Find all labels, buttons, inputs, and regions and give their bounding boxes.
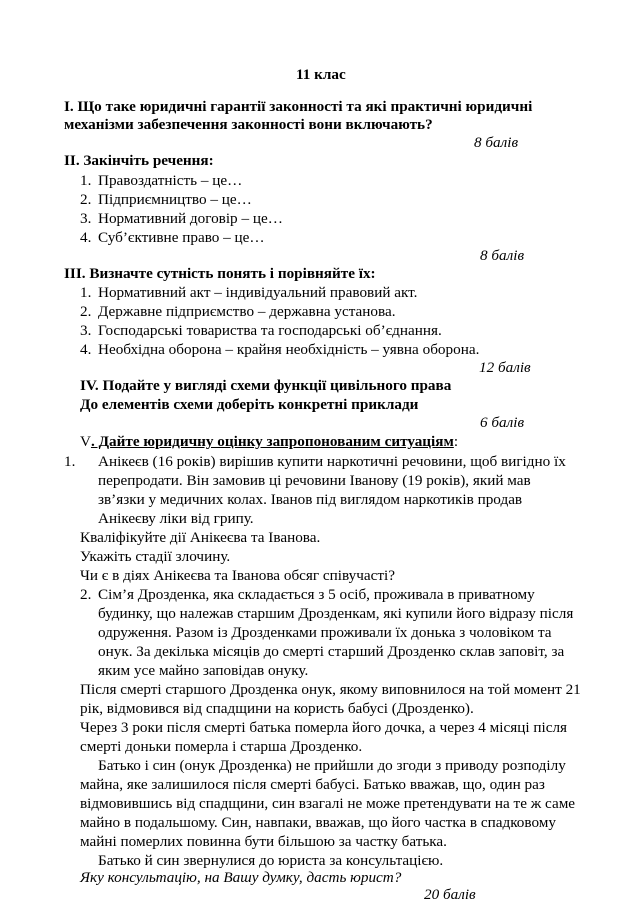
list-item: Нормативний акт – індивідуальний правовий акт. [98,284,418,301]
case-2-paragraph-line: Батько й син звернулися до юриста за консультацією. [98,852,444,869]
section-5-heading-main: . Дайте юридичну оцінку запропонованим ситуаціям [90,433,454,450]
section-5-heading-colon: : [453,433,459,450]
list-item-number: 1. [80,172,92,189]
case-2-question: Яку консультацію, на Вашу думку, дасть юрист? [80,869,402,886]
case-2-number: 2. [80,586,92,603]
case-2-paragraph-line: рік, відмовився від спадщини на користь бабусі (Дрозденко). [80,700,474,717]
case-1-question: Кваліфікуйте дії Анікеєва та Іванова. [80,529,321,546]
case-2-text-line: одруження. Разом із Дрозденками проживали їх донька з чоловіком та [98,624,552,641]
case-2-paragraph-line: майно в подальшому. Син, навпаки, вважав, що його частка в спадковому [80,814,556,831]
section-3-heading: III. Визначте сутність понять і порівняйте їх: [64,265,376,282]
case-2-paragraph-line: майні померлих повинна бути більшою за частку батька. [80,833,447,850]
section-5-points: 20 балів [424,886,476,903]
list-item: Суб’єктивне право – це… [98,229,265,246]
list-item: Підприємництво – це… [98,191,252,208]
case-2-text-line: будинку, що належав старшим Дрозденкам, які купили його відразу після [98,605,574,622]
case-2-paragraph-line: смерті доньки померла і старша Дрозденко. [80,738,363,755]
section-1-heading-line-1: I. Що таке юридичні гарантії законності та які практичні юридичні [64,98,533,115]
list-item-number: 2. [80,191,92,208]
section-2-heading: II. Закінчіть речення: [64,152,214,169]
list-item: Державне підприємство – державна установа. [98,303,396,320]
case-1-text-line: перепродати. Він замовив ці речовини Іванову (19 років), який мав [98,472,531,489]
case-1-text-line: Анікеєв (16 років) вирішив купити наркотичні речовини, щоб вигідно їх [98,453,566,470]
section-4-heading-line-2: До елементів схеми доберіть конкретні приклади [80,396,419,413]
section-2-points: 8 балів [480,247,525,264]
section-1-points: 8 балів [474,134,519,151]
list-item-number: 3. [80,322,92,339]
page-title: 11 клас [296,66,346,83]
case-2-text-line: Сім’я Дрозденка, яка складається з 5 осіб, проживала в приватному [98,586,535,603]
case-2-paragraph-line: Після смерті старшого Дрозденка онук, якому виповнилося на той момент 21 [80,681,581,698]
case-1-question: Укажіть стадії злочину. [80,548,231,565]
list-item-number: 4. [80,229,92,246]
list-item: Господарські товариства та господарські об’єднання. [98,322,442,339]
section-4-heading-line-1: IV. Подайте у вигляді схеми функції цивільного права [80,377,452,394]
section-3-points: 12 балів [479,359,531,376]
case-1-text-line: зв’язки у медичних колах. Іванов під виглядом наркотиків продав [98,491,523,508]
list-item-number: 1. [80,284,92,301]
list-item-number: 3. [80,210,92,227]
case-2-paragraph-line: майна, яке залишилося після смерті бабусі. Батько вважав, що, один раз [80,776,545,793]
case-2-paragraph-line: Через 3 роки після смерті батька померла його дочка, а через 4 місяці після [80,719,568,736]
list-item: Правоздатність – це… [98,172,243,189]
case-2-paragraph-line: відмовившись від спадщини, син взагалі не може претендувати на те ж саме [80,795,576,812]
list-item: Нормативний договір – це… [98,210,283,227]
case-2-text-line: онук. За декілька місяців до смерті старший Дрозденко склав заповіт, за [98,643,565,660]
section-5-heading-prefix: V [80,433,91,450]
section-4-points: 6 балів [480,414,525,431]
case-1-text-line: Анікеєву ліки від грипу. [98,510,254,527]
section-1-heading-line-2: механізми забезпечення законності вони включають? [64,116,433,133]
list-item: Необхідна оборона – крайня необхідність – уявна оборона. [98,341,480,358]
list-item-number: 4. [80,341,92,358]
case-2-text-line: яким усе майно заповідав онуку. [98,662,309,679]
case-1-number: 1. [64,453,76,470]
section-5-heading [80,433,458,451]
case-1-question: Чи є в діях Анікеєва та Іванова обсяг співучасті? [80,567,395,584]
case-2-paragraph-line: Батько і син (онук Дрозденка) не прийшли до згоди з приводу розподілу [98,757,566,774]
list-item-number: 2. [80,303,92,320]
